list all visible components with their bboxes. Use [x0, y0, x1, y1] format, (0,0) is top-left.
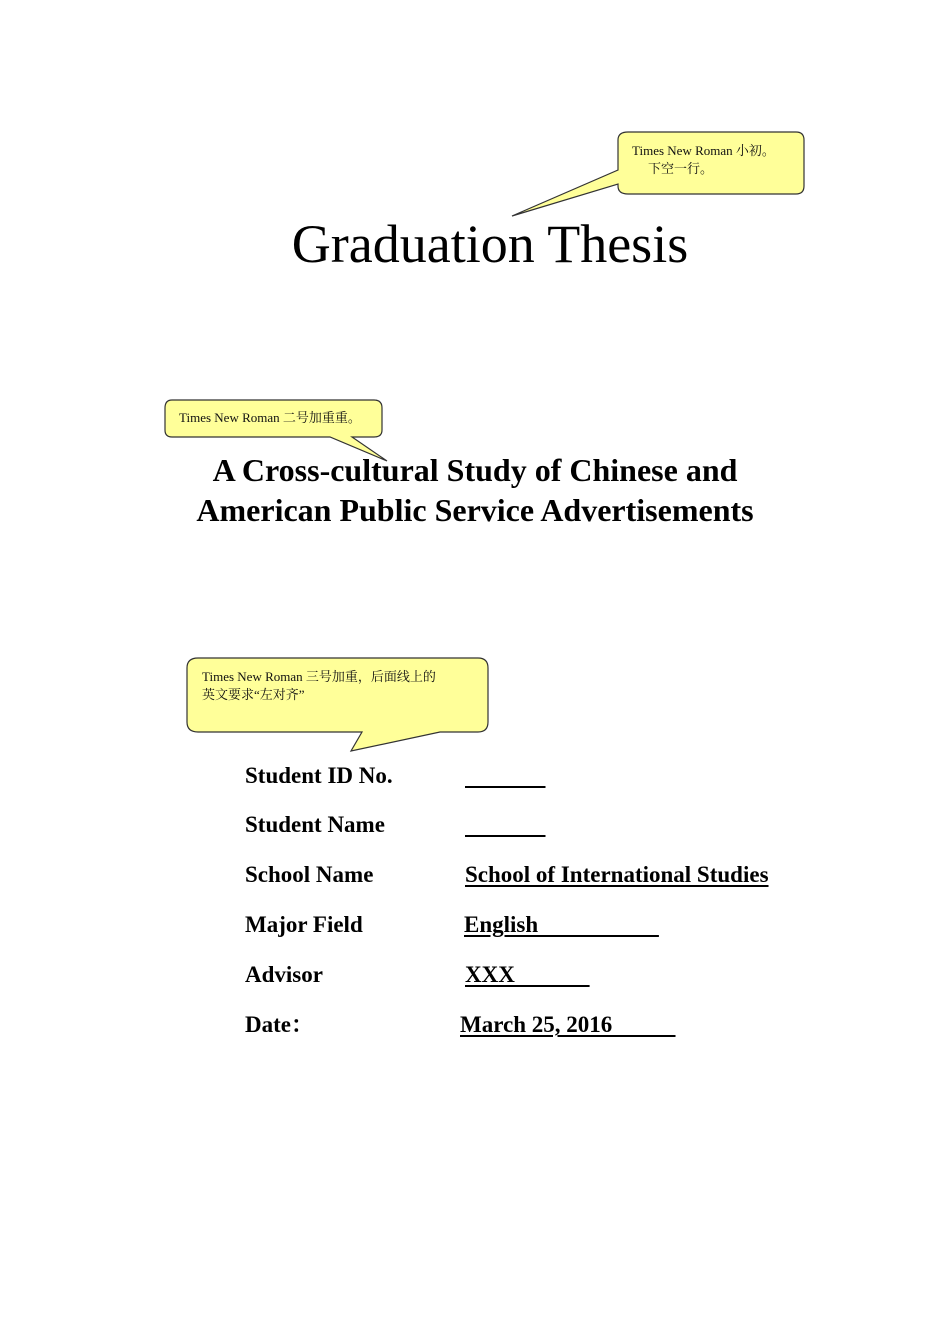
- student-id-value: [465, 761, 546, 791]
- thesis-title: [0, 450, 950, 530]
- info-note-line2: 英文要求“左对齐”: [202, 687, 305, 702]
- title-note-line1: Times New Roman 小初。: [632, 143, 775, 158]
- major-field-value: English: [464, 912, 659, 937]
- student-name-value: [465, 810, 546, 840]
- info-note-line1: Times New Roman 三号加重，后面线上的: [202, 669, 436, 684]
- advisor-value: XXX: [465, 962, 590, 987]
- school-name-label: School Name: [245, 862, 374, 887]
- date-label: Date：: [245, 1012, 314, 1037]
- thesis-title-note-line1: Times New Roman 二号加重重。: [179, 410, 361, 425]
- main-title: Graduation Thesis: [291, 214, 689, 274]
- title-note-line2: 下空一行。: [648, 161, 714, 176]
- thesis-title-line2: American Public Service Advertisements: [196, 492, 754, 528]
- major-field-label: Major Field: [245, 912, 363, 937]
- advisor-label: Advisor: [245, 962, 323, 987]
- school-name-value: School of International Studies: [465, 862, 769, 887]
- date-value: March 25, 2016: [460, 1012, 676, 1037]
- student-id-label: Student ID No.: [245, 763, 393, 788]
- student-name-label: Student Name: [245, 812, 385, 837]
- thesis-title-line1: A Cross-cultural Study of Chinese and: [212, 452, 738, 488]
